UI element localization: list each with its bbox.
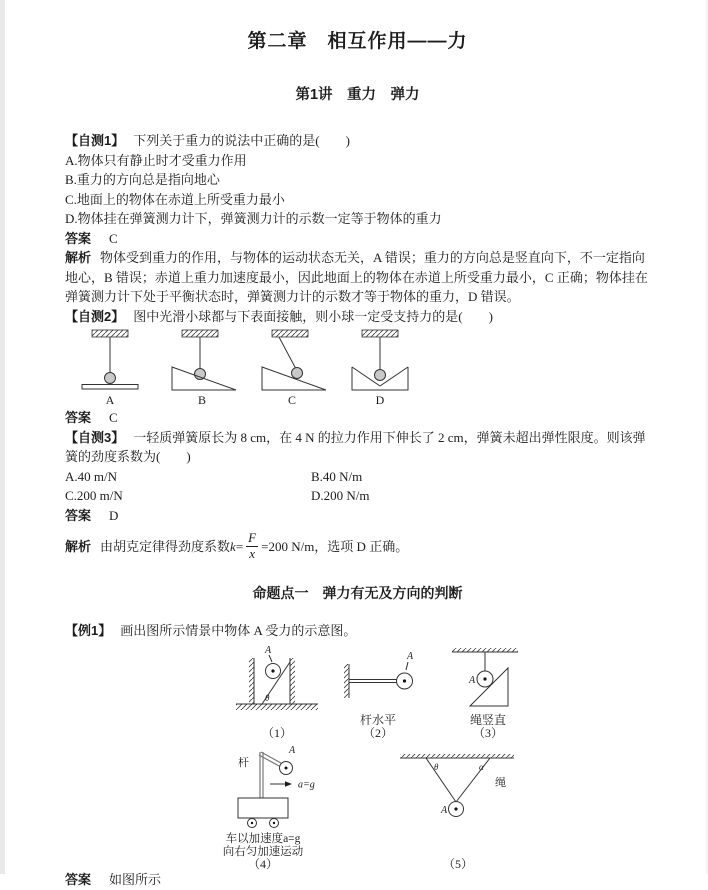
- question-1-option-b: B.重力的方向总是指向地心: [65, 172, 220, 187]
- question-3-tag: 【自测3】: [65, 429, 125, 445]
- figure-4-accelerating-cart-with-rod-and-ball: [206, 742, 356, 870]
- question-1-analysis: [65, 248, 650, 307]
- diagram-d-ball-in-groove: [352, 330, 408, 407]
- diagram-label-c: C: [287, 393, 297, 407]
- rope-vertical-label: 绳竖直: [469, 713, 506, 728]
- rope-label: 绳: [494, 777, 506, 790]
- figure-5-caption: （5）: [442, 857, 473, 872]
- question-1-stem: [65, 131, 650, 151]
- diagram-a-ball-on-plank: [82, 330, 138, 407]
- question-3-answer-value: D: [109, 507, 119, 523]
- question-1-answer-value: C: [109, 230, 118, 246]
- figure-3-ball-on-string-against-incline: [440, 644, 530, 740]
- diagram-label-a: A: [105, 393, 115, 407]
- acceleration-arrow: [285, 782, 292, 788]
- ball-a-label: A: [264, 645, 271, 657]
- question-1-option-a: A.物体只有静止时才受重力作用: [65, 152, 247, 168]
- fraction-f-over-x: [245, 531, 259, 562]
- question-3-options: [65, 467, 650, 506]
- question-3-answer: [65, 506, 650, 526]
- chapter-title: 第二章 相互作用——力: [247, 31, 468, 52]
- question-1-option-c: C.地面上的物体在赤道上所受重力最小: [65, 191, 285, 207]
- figure-4-caption: （4）: [247, 857, 278, 872]
- fraction-denominator: x: [246, 546, 258, 562]
- question-3-option-d: D.200 N/m: [311, 488, 370, 503]
- result-text: =200 N/m，选项 D 正确。: [261, 538, 409, 554]
- analysis-label: 解析: [65, 538, 92, 554]
- example-1-stem-text: 画出图所示情景中物体 A 受力的示意图。: [120, 622, 357, 638]
- rod-label: 杆: [237, 757, 249, 770]
- example-1-tag: 【例1】: [65, 622, 112, 638]
- balls-on-surfaces-diagram: [65, 328, 425, 408]
- alpha-angle-label: α: [478, 762, 484, 773]
- question-1-option-d: D.物体挂在弹簧测力计下，弹簧测力计的示数一定等于物体的重力: [65, 211, 442, 226]
- hooke-law-text: 由胡克定律得劲度系数: [100, 538, 231, 554]
- lecture-title: 第1讲 重力 弹力: [295, 87, 420, 103]
- question-3-stem: [65, 428, 650, 467]
- equals-sign: =: [235, 538, 244, 554]
- ball-a-label: A: [440, 805, 447, 817]
- question-2: [65, 307, 650, 428]
- question-1: [65, 131, 650, 307]
- question-3-analysis: [65, 531, 650, 562]
- diagram-c-slanted-string-incline: [262, 330, 326, 407]
- question-3-option-c: C.200 m/N: [65, 488, 123, 503]
- diagram-label-b: B: [197, 393, 207, 407]
- question-2-stem: [65, 307, 650, 327]
- question-2-answer: [65, 408, 650, 428]
- question-2-figure: [65, 328, 650, 408]
- theta-angle-label: θ: [433, 762, 438, 773]
- question-1-tag: 【自测1】: [65, 133, 125, 148]
- question-2-tag: 【自测2】: [65, 308, 125, 324]
- example-1-answer: [65, 870, 650, 890]
- topic-heading: 命题点一 弹力有无及方向的判断: [252, 584, 463, 601]
- answer-label: 答案: [65, 230, 92, 246]
- example-1-stem: [65, 621, 650, 641]
- question-3: [65, 428, 650, 562]
- fraction-numerator: F: [248, 530, 257, 545]
- analysis-label: 解析: [65, 250, 92, 265]
- example-1: [65, 621, 650, 890]
- figure-4-caption-line-1: 车以加速度a=g: [225, 833, 300, 846]
- ball-a-label: A: [288, 745, 295, 757]
- figure-2-ball-on-horizontal-rod: [338, 644, 424, 740]
- example-1-figures-row-1: [111, 644, 650, 740]
- figure-5-ball-hanging-from-two-ropes: [392, 742, 522, 870]
- diagram-b-ball-on-incline: [172, 330, 236, 407]
- diagram-label-d: D: [375, 393, 385, 407]
- theta-angle-label: θ: [264, 693, 269, 704]
- answer-label: 答案: [65, 410, 92, 425]
- ball-a-label: A: [406, 651, 413, 663]
- figure-1-caption: （1）: [261, 726, 292, 741]
- question-3-stem-text: 一轻质弹簧原长为 8 cm，在 4 N 的拉力作用下伸长了 2 cm，弹簧未超出弹性限度。则该弹簧的劲度系数为( ): [65, 429, 646, 464]
- question-2-stem-text: 图中光滑小球都与下表面接触，则小球一定受支持力的是( ): [133, 308, 493, 324]
- question-3-option-a: A.40 m/N: [65, 468, 117, 484]
- question-1-answer: [65, 229, 650, 249]
- figure-4-caption-line-2: 向右匀加速运动: [222, 846, 303, 859]
- question-2-answer-value: C: [109, 410, 118, 425]
- answer-label: 答案: [65, 507, 92, 523]
- variable-k: k: [230, 538, 236, 554]
- example-1-figures-row-2: [77, 742, 650, 870]
- question-3-option-b: B.40 N/m: [311, 468, 363, 484]
- rod-horizontal-label: 杆水平: [359, 713, 396, 728]
- question-1-stem-text: 下列关于重力的说法中正确的是( ): [133, 133, 350, 148]
- figure-3-caption: （3）: [472, 726, 503, 741]
- figure-1-ball-wedged-between-walls: [232, 644, 322, 740]
- ball-a-label: A: [468, 675, 475, 687]
- figure-2-caption: （2）: [362, 726, 393, 741]
- answer-label: 答案: [65, 872, 92, 888]
- example-1-answer-value: 如图所示: [109, 872, 162, 888]
- question-1-analysis-text: 物体受到重力的作用，与物体的运动状态无关，A 错误；重力的方向总是竖直向下，不一定指向地心，B 错误；赤道上重力加速度最小，因此地面上的物体在赤道上所受重力最小，C 正确；物体挂在弹簧测力计下处于平衡状态时，弹簧测力计的示数才等于物体的重力，D 错误。: [65, 250, 648, 304]
- acceleration-label: a=g: [297, 779, 315, 791]
